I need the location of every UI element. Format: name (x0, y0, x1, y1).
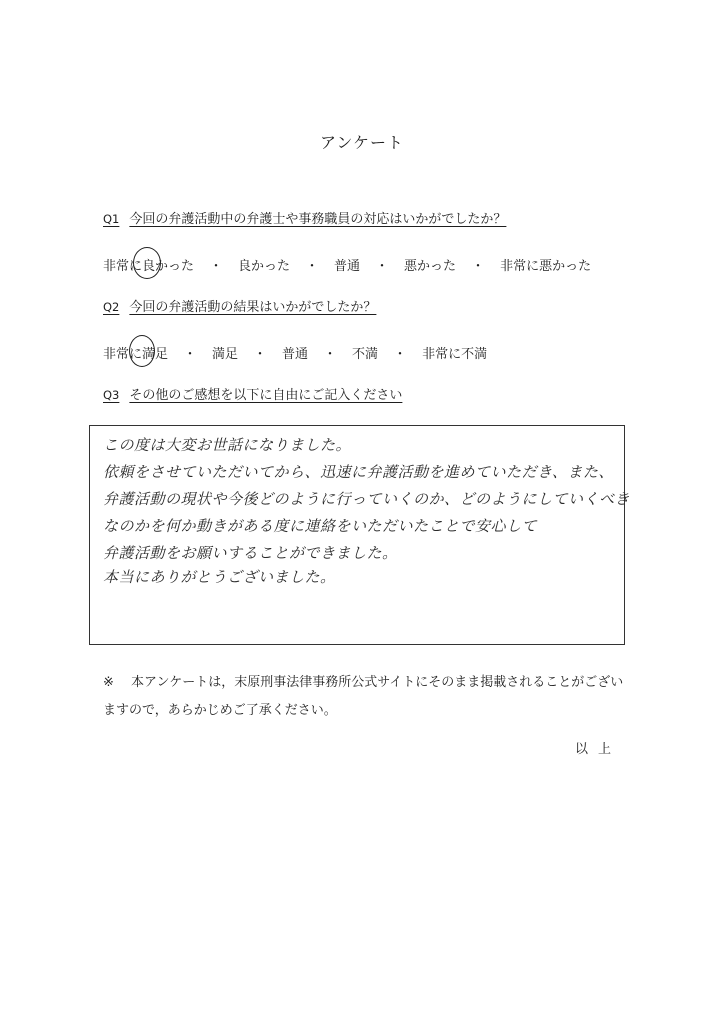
notice (103, 669, 628, 725)
question-2-options (103, 343, 487, 362)
q1-option-bad[interactable]: 悪かった (404, 259, 457, 274)
question-3-number: Q3 (103, 388, 120, 402)
notice-mark: ※ (103, 675, 114, 690)
question-2-text: 今回の弁護活動の結果はいかがでしたか？ (129, 300, 377, 315)
question-3 (103, 384, 402, 403)
q2-option-very-satisfied[interactable]: 非常に満足 (103, 343, 168, 362)
answer-line: 依頼をさせていただいてから、迅速に弁護活動を進めていただき、また、 (103, 463, 614, 481)
separator: ・ (253, 347, 267, 362)
answer-line: 弁護活動の現状や今後どのように行っていくのか、どのようにしていくべき (103, 490, 631, 508)
separator: ・ (209, 259, 223, 274)
question-1-options (103, 255, 591, 274)
q2-option-normal[interactable]: 普通 (282, 347, 309, 362)
question-2-number: Q2 (103, 300, 120, 314)
q1-option-very-good[interactable]: 非常に良かった (103, 255, 194, 274)
q1-option-very-bad[interactable]: 非常に悪かった (500, 259, 592, 274)
answer-line: 弁護活動をお願いすることができました。 (103, 544, 398, 562)
separator: ・ (323, 347, 337, 362)
separator: ・ (471, 259, 485, 274)
q1-option-good[interactable]: 良かった (238, 259, 291, 274)
question-1 (103, 208, 506, 227)
notice-text: 本アンケートは，末原刑事法律事務所公式サイトにそのまま掲載されることがございますので，あらかじめご了承ください。 (103, 675, 624, 718)
separator: ・ (393, 347, 407, 362)
answer-line: この度は大変お世話になりました。 (103, 436, 352, 454)
question-3-text: その他のご感想を以下に自由にご記入ください (129, 388, 403, 403)
separator: ・ (375, 259, 389, 274)
separator: ・ (305, 259, 319, 274)
question-2 (103, 296, 376, 315)
closing-text: 以上 (574, 742, 621, 757)
survey-title: アンケート (319, 133, 405, 152)
q2-option-dissatisfied[interactable]: 不満 (352, 347, 379, 362)
question-1-text: 今回の弁護活動中の弁護士や事務職員の対応はいかがでしたか？ (129, 212, 507, 227)
q2-option-satisfied[interactable]: 満足 (212, 347, 239, 362)
q2-option-very-dissatisfied[interactable]: 非常に不満 (422, 347, 488, 362)
q1-option-normal[interactable]: 普通 (334, 259, 361, 274)
separator: ・ (183, 347, 197, 362)
answer-line: 本当にありがとうございました。 (103, 568, 336, 586)
answer-line: なのかを何か動きがある度に連絡をいただいたことで安心して (103, 517, 538, 535)
question-1-number: Q1 (103, 212, 120, 226)
